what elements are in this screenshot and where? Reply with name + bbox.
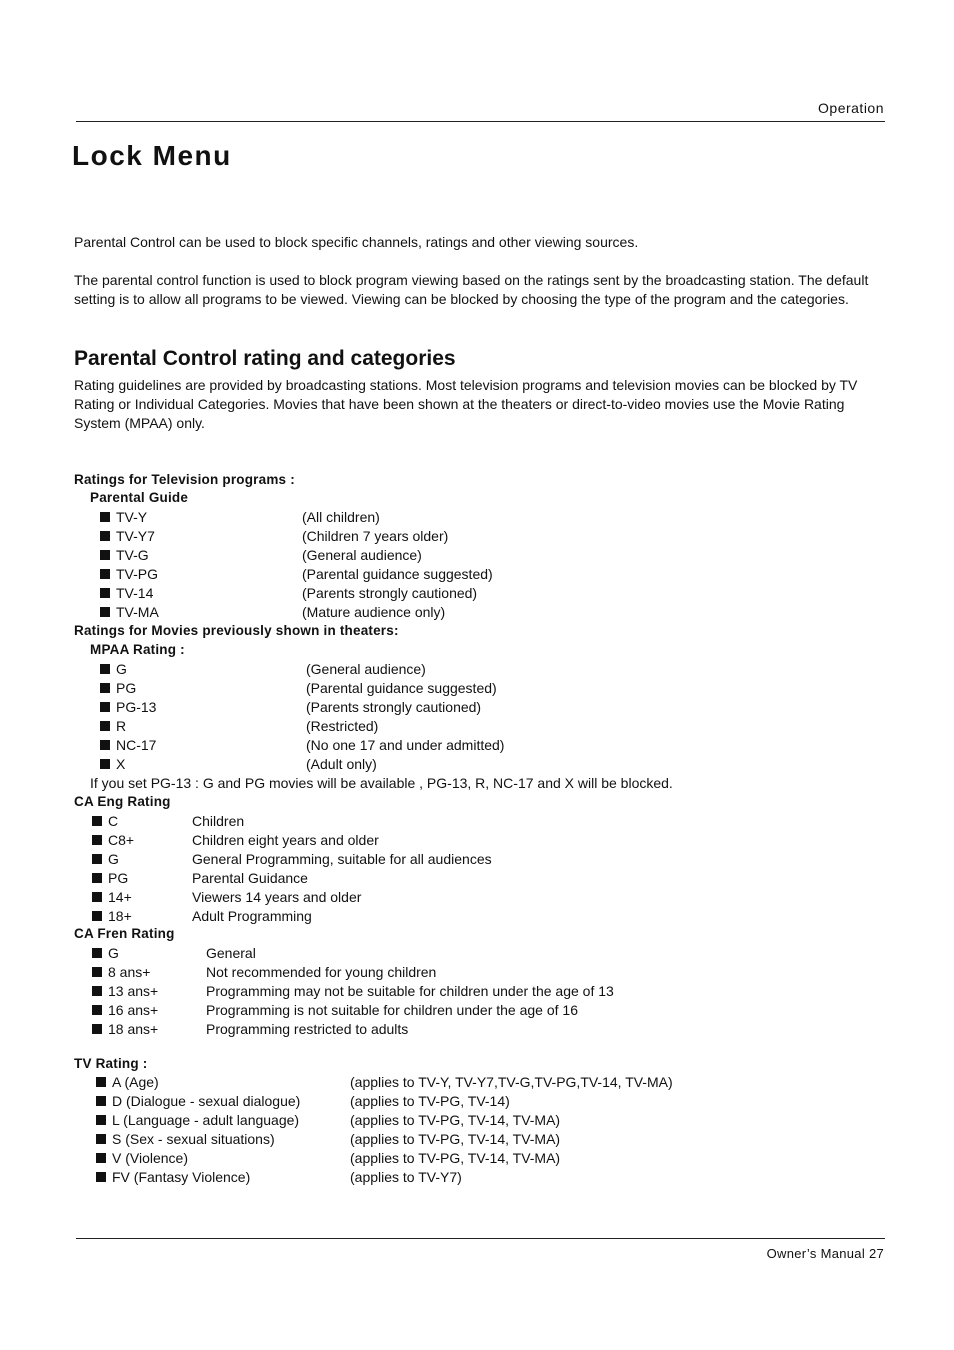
square-bullet-icon	[100, 759, 110, 769]
square-bullet-icon	[100, 664, 110, 674]
square-bullet-icon	[100, 702, 110, 712]
tv-program-rating-description: (Mature audience only)	[302, 604, 446, 620]
footer-divider	[76, 1238, 885, 1239]
mpaa-rating-description: (Parents strongly cautioned)	[306, 699, 482, 715]
tv-rating-category-code: L (Language - adult language)	[112, 1112, 300, 1128]
tv-program-rating-code: TV-MA	[116, 604, 159, 620]
square-bullet-icon	[96, 1172, 106, 1182]
square-bullet-icon	[96, 1134, 106, 1144]
tv-rating-category-description: (applies to TV-PG, TV-14, TV-MA)	[350, 1131, 561, 1147]
mpaa-rating-description: (Parental guidance suggested)	[306, 680, 497, 696]
mpaa-rating-description: (Restricted)	[306, 718, 379, 734]
square-bullet-icon	[92, 892, 102, 902]
intro-paragraph-2: The parental control function is used to block program viewing based on the ratings sent by the broadcasting station. The default setting is to allow all programs to be viewed. Viewing can be blocked by choosing the type of the program and the categories.	[74, 272, 869, 307]
mpaa-rating-description: (No one 17 and under admitted)	[306, 737, 505, 753]
square-bullet-icon	[92, 835, 102, 845]
square-bullet-icon	[100, 550, 110, 560]
ca-eng-rating-code: 14+	[108, 889, 132, 905]
tv-program-rating-description: (Parental guidance suggested)	[302, 566, 493, 582]
tv-rating-category-description: (applies to TV-Y, TV-Y7,TV-G,TV-PG,TV-14, TV-MA)	[350, 1074, 673, 1090]
square-bullet-icon	[100, 683, 110, 693]
tv-rating-category-description: (applies to TV-PG, TV-14, TV-MA)	[350, 1112, 561, 1128]
ca-eng-rating-code: C	[108, 813, 119, 829]
movies-heading: Ratings for Movies previously shown in theaters:	[74, 623, 399, 638]
tv-program-rating-code: TV-Y7	[116, 528, 155, 544]
square-bullet-icon	[96, 1077, 106, 1087]
header-divider	[76, 121, 885, 122]
tv-rating-heading: TV Rating :	[74, 1056, 148, 1071]
tv-rating-category-code: S (Sex - sexual situations)	[112, 1131, 275, 1147]
square-bullet-icon	[92, 854, 102, 864]
square-bullet-icon	[92, 948, 102, 958]
tv-rating-category-code: A (Age)	[112, 1074, 159, 1090]
ca-fren-rating-code: G	[108, 945, 119, 961]
ca-fren-rating-description: Not recommended for young children	[206, 964, 437, 980]
square-bullet-icon	[92, 873, 102, 883]
mpaa-rating-code: R	[116, 718, 127, 734]
ca-eng-rating-code: 18+	[108, 908, 132, 924]
mpaa-rating-description: (General audience)	[306, 661, 426, 677]
section-body: Rating guidelines are provided by broadcasting stations. Most television programs and television movies can be blocked by TV Rating or Individual Categories. Movies that have been shown at the theaters or direct-to-video movies use the Movie Rating System (MPAA) only.	[74, 377, 858, 431]
tv-program-rating-description: (All children)	[302, 509, 380, 525]
ca-fren-rating-code: 18 ans+	[108, 1021, 159, 1037]
mpaa-rating-description: (Adult only)	[306, 756, 377, 772]
square-bullet-icon	[96, 1115, 106, 1125]
page-number: 27	[868, 1246, 884, 1261]
page-title: Lock Menu	[72, 140, 232, 171]
ca-eng-heading: CA Eng Rating	[74, 794, 171, 809]
mpaa-rating-code: PG	[116, 680, 137, 696]
ca-fren-rating-description: Programming restricted to adults	[206, 1021, 409, 1037]
ca-eng-rating-description: Adult Programming	[192, 908, 312, 924]
tv-rating-category-code: V (Violence)	[112, 1150, 189, 1166]
square-bullet-icon	[100, 569, 110, 579]
square-bullet-icon	[92, 967, 102, 977]
ca-eng-rating-code: G	[108, 851, 119, 867]
footer-label	[767, 1246, 884, 1261]
square-bullet-icon	[96, 1153, 106, 1163]
square-bullet-icon	[100, 512, 110, 522]
ca-eng-rating-code: PG	[108, 870, 129, 886]
mpaa-rating-code: X	[116, 756, 126, 772]
ca-eng-rating-description: General Programming, suitable for all audiences	[192, 851, 492, 867]
square-bullet-icon	[100, 607, 110, 617]
footer-manual-title: Owner’s Manual	[766, 1246, 866, 1261]
square-bullet-icon	[92, 1005, 102, 1015]
section-title: Parental Control rating and categories	[74, 347, 456, 370]
tv-rating-category-code: FV (Fantasy Violence)	[112, 1169, 251, 1185]
mpaa-rating-code: G	[116, 661, 127, 677]
mpaa-subheading: MPAA Rating :	[90, 642, 185, 657]
ca-eng-rating-description: Children	[192, 813, 245, 829]
tv-program-rating-description: (Children 7 years older)	[302, 528, 449, 544]
parental-guide-subheading: Parental Guide	[90, 490, 189, 505]
ca-eng-rating-description: Children eight years and older	[192, 832, 379, 848]
tv-program-rating-code: TV-Y	[116, 509, 148, 525]
square-bullet-icon	[92, 911, 102, 921]
tv-rating-category-description: (applies to TV-Y7)	[350, 1169, 462, 1185]
ca-eng-rating-description: Viewers 14 years and older	[192, 889, 362, 905]
tv-programs-heading: Ratings for Television programs :	[74, 472, 295, 487]
ca-fren-rating-code: 16 ans+	[108, 1002, 159, 1018]
ca-fren-rating-description: General	[206, 945, 256, 961]
ca-fren-rating-code: 13 ans+	[108, 983, 159, 999]
intro-paragraph-1: Parental Control can be used to block specific channels, ratings and other viewing sources.	[74, 234, 639, 250]
header-section-label: Operation	[818, 100, 884, 116]
tv-program-rating-code: TV-G	[116, 547, 149, 563]
mpaa-rating-code: PG-13	[116, 699, 157, 715]
square-bullet-icon	[100, 588, 110, 598]
tv-program-rating-description: (General audience)	[302, 547, 422, 563]
ca-fren-rating-code: 8 ans+	[108, 964, 151, 980]
tv-program-rating-code: TV-14	[116, 585, 154, 601]
square-bullet-icon	[96, 1096, 106, 1106]
ca-fren-rating-description: Programming is not suitable for children under the age of 16	[206, 1002, 578, 1018]
square-bullet-icon	[100, 740, 110, 750]
ca-eng-rating-description: Parental Guidance	[192, 870, 308, 886]
tv-rating-category-description: (applies to TV-PG, TV-14, TV-MA)	[350, 1150, 561, 1166]
ca-eng-rating-code: C8+	[108, 832, 135, 848]
square-bullet-icon	[92, 986, 102, 996]
tv-program-rating-description: (Parents strongly cautioned)	[302, 585, 478, 601]
square-bullet-icon	[100, 721, 110, 731]
square-bullet-icon	[92, 1024, 102, 1034]
ca-fren-rating-description: Programming may not be suitable for children under the age of 13	[206, 983, 614, 999]
square-bullet-icon	[100, 531, 110, 541]
square-bullet-icon	[92, 816, 102, 826]
tv-rating-category-code: D (Dialogue - sexual dialogue)	[112, 1093, 301, 1109]
mpaa-rating-code: NC-17	[116, 737, 157, 753]
tv-program-rating-code: TV-PG	[116, 566, 159, 582]
ca-fren-heading: CA Fren Rating	[74, 926, 175, 941]
pg13-note: If you set PG-13 : G and PG movies will be available , PG-13, R, NC-17 and X will be blocked.	[90, 775, 673, 791]
tv-rating-category-description: (applies to TV-PG, TV-14)	[350, 1093, 510, 1109]
